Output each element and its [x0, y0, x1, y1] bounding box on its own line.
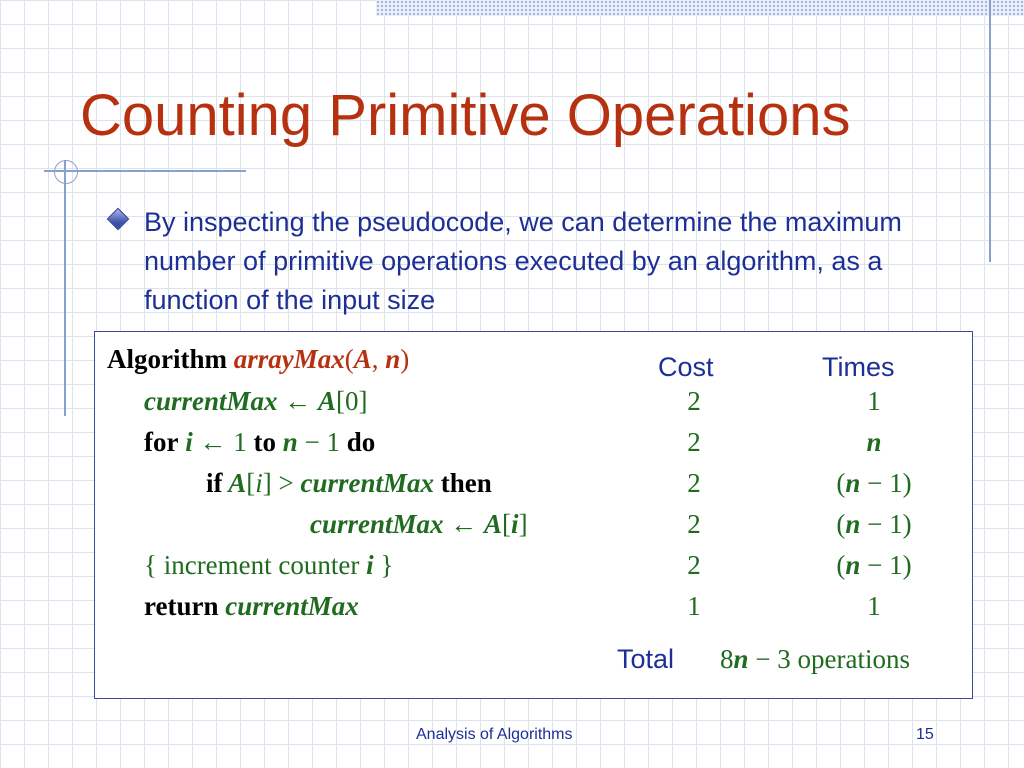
bracket-open: [ — [246, 468, 256, 498]
pseudocode-line-for — [144, 427, 375, 458]
pseudocode-line-if — [206, 468, 492, 499]
var-a: A — [318, 386, 337, 416]
decorative-left-line — [64, 160, 66, 416]
pseudocode-line-assign — [310, 509, 528, 540]
paren-open: ( — [836, 468, 846, 498]
cost-cell: 2 — [687, 550, 701, 580]
var-currentmax: currentMax — [300, 468, 435, 498]
times-value-n: n — [866, 427, 882, 457]
cost-cell: 2 — [687, 468, 701, 498]
var-i: i — [366, 550, 374, 580]
times-header: Times — [822, 352, 895, 382]
comment-close: } — [373, 550, 394, 580]
assign-arrow: ← — [443, 509, 485, 539]
times-value: 1 — [867, 591, 881, 621]
bullet-text: By inspecting the pseudocode, we can determine the maximum number of primitive operations executed by an algorithm, as a function of the input size — [144, 207, 902, 315]
times-value-n: n — [845, 468, 861, 498]
greater-than: ] > — [262, 468, 301, 498]
pseudocode-line-return — [144, 591, 359, 622]
times-cell — [809, 550, 939, 581]
times-cell — [809, 591, 939, 622]
paren-open: ( — [836, 550, 846, 580]
var-i: i — [511, 509, 519, 539]
signature-open: ( — [344, 344, 354, 374]
index-zero: [0] — [336, 386, 368, 416]
assign-arrow: ← — [277, 386, 319, 416]
keyword-return: return — [144, 591, 219, 621]
keyword-do: do — [346, 427, 376, 457]
assign-one: ← 1 — [199, 427, 247, 457]
pseudocode-line-comment — [144, 550, 393, 581]
footer-course-title: Analysis of Algorithms — [416, 726, 573, 743]
comment-text: { increment counter — [144, 550, 367, 580]
times-cell — [809, 509, 939, 540]
cost-cell: 2 — [687, 427, 701, 457]
times-minus-one: − 1) — [860, 509, 912, 539]
paren-open: ( — [836, 509, 846, 539]
keyword-then: then — [434, 468, 492, 498]
cost-cell: 2 — [687, 386, 701, 416]
times-cell — [809, 468, 939, 499]
total-rest: − 3 operations — [748, 644, 910, 674]
total-var-n: n — [733, 644, 749, 674]
decorative-crosshair-icon — [54, 160, 78, 184]
var-a: A — [222, 468, 247, 498]
keyword-algorithm: Algorithm — [107, 344, 227, 374]
bracket-open: [ — [502, 509, 512, 539]
slide-title: Counting Primitive Operations — [80, 83, 851, 148]
var-currentmax: currentMax — [310, 509, 444, 539]
var-currentmax: currentMax — [144, 386, 278, 416]
times-minus-one: − 1) — [860, 468, 912, 498]
param-a: A — [353, 344, 372, 374]
total-value — [720, 644, 910, 675]
cost-cell: 1 — [687, 591, 701, 621]
total-coefficient: 8 — [720, 644, 734, 674]
var-i: i — [255, 468, 263, 498]
bracket-close: ] — [518, 509, 528, 539]
pseudocode-line-init — [144, 386, 368, 417]
decorative-right-line — [989, 0, 991, 262]
times-value-n: n — [845, 550, 861, 580]
keyword-for: for — [144, 427, 179, 457]
algorithm-header — [107, 344, 409, 375]
param-n: n — [385, 344, 401, 374]
times-cell — [809, 386, 939, 417]
times-value: 1 — [867, 386, 881, 416]
var-currentmax: currentMax — [218, 591, 359, 621]
algorithm-box — [94, 331, 973, 699]
var-a: A — [484, 509, 503, 539]
var-i: i — [178, 427, 200, 457]
signature-close: ) — [400, 344, 410, 374]
keyword-if: if — [206, 468, 223, 498]
minus-one: − 1 — [297, 427, 347, 457]
cost-cell: 2 — [687, 509, 701, 539]
signature-comma: , — [371, 344, 386, 374]
decorative-top-band — [376, 0, 1024, 16]
algorithm-name: arrayMax — [233, 344, 345, 374]
times-value-n: n — [845, 509, 861, 539]
diamond-bullet-icon — [107, 208, 130, 231]
total-label: Total — [617, 644, 675, 674]
keyword-to: to — [246, 427, 283, 457]
cost-header: Cost — [658, 352, 714, 382]
footer-page-number: 15 — [916, 726, 934, 743]
times-cell — [809, 427, 939, 458]
var-n: n — [282, 427, 298, 457]
times-minus-one: − 1) — [860, 550, 912, 580]
